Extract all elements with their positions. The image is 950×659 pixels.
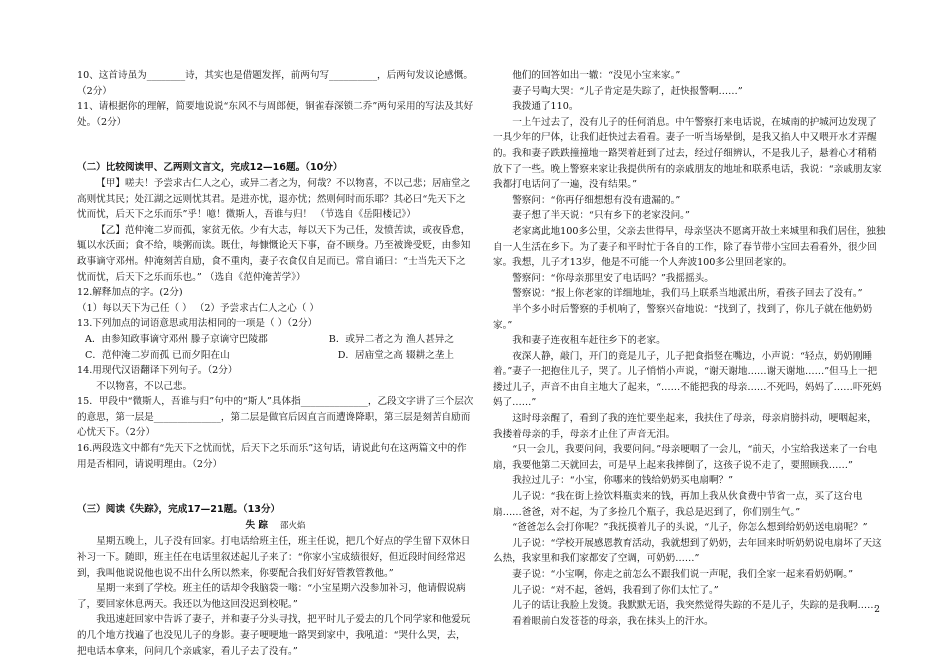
story-paragraph: 星期五晚上，儿子没有回家。打电话给班主任，班主任说，把几个好点的学生留下双休日补习一下。随即，班主任在电话里叙述起儿子来了：“你家小宝成绩很好，但近段时间经常迟到，我叫他说说他也说不出什么所以然来，你要配合我们好好管教管教他。” — [77, 536, 471, 579]
story-paragraph: 他们的回答如出一辙：“没见小宝来家。” — [512, 70, 681, 81]
question-12-items: （1）每以天下为己任（ ） （2）予尝求古仁人之心（ ） — [77, 302, 320, 314]
option-d: D．居庙堂之高 辍耕之垄上 — [337, 349, 454, 361]
story-paragraph: 妻子想了半天说：“只有乡下的老家没问。” — [512, 210, 690, 222]
passage-yi: 【乙】范仲淹二岁而孤，家贫无依。少有大志，每以天下为己任，发愤苦读，或夜昏怠，辄以水沃面；食不给，啖粥而读。既仕，每慷慨论天下事，奋不顾身。乃至被谗受贬，由参知政事谪守邓州。仲淹刻苦自励，食不重肉，妻子衣食仅自足而已。常自诵曰：“士当先天下之忧而忧，后天下之乐而乐也。” （选自《范仲淹苦学》） — [77, 224, 471, 283]
story-paragraph: 我迅速赶回家中告诉了妻子，并和妻子分头寻找，把平时儿子爱去的几个同学家和他爱玩的几个地方找遍了也没见儿子的身影。妻子哽哽地一路哭到家中，我吼道：“哭什么哭，去，把电话本拿来，问问几个亲戚家，看儿子去了没有。” — [77, 614, 471, 657]
story-paragraph: 妻子号啕大哭：“儿子肯定是失踪了，赶快报警啊……” — [512, 85, 743, 97]
page-number: 2 — [874, 605, 880, 615]
story-paragraph: 儿子说：“对不起，爸妈，我看到了你们太忙了。” — [512, 584, 719, 596]
question-13-options-row1 — [77, 332, 474, 348]
option-b: B．或异二者之为 渔人甚异之 — [328, 333, 454, 345]
story-paragraph: 我和妻子连夜租车赶往乡下的老家。 — [512, 335, 666, 347]
passage-jia: 【甲】嗟夫！予尝求古仁人之心，或异二者之为，何哉？不以物喜，不以己悲；居庙堂之高则忧其民；处江湖之远则忧其君。是进亦忧，退亦忧；然则何时而乐耶？其必曰“先天下之忧而忧，后天下之乐而乐”乎！噫！微斯人，吾谁与归！ （节选自《岳阳楼记》） — [77, 177, 471, 221]
story-paragraph: 看着眼前白发苍苍的母亲，我在抹头上的汗水。 — [512, 615, 714, 627]
right-column — [493, 68, 886, 629]
question-13: 13.下列加点的词语意思或用法相同的一项是（ ）（2分） — [77, 318, 318, 330]
story-paragraph: 一上午过去了，没有儿子的任何消息。中午警察打来电话说，在城南的护城河边发现了一具少年的尸体，让我们赶快过去看看。妻子一听当场晕倒，是我又掐人中又喂开水才弄醒的。我和妻子跌跌撞撞地一路哭着赶到了过去，经过仔细辨认，不是我儿子，悬着心才稍稍放下了一些。晚上警察来家让我提供所有的亲戚朋友的地址和联系电话，我说：“亲戚朋友家我都打电话问了一遍，没有结果。” — [493, 116, 882, 191]
story-author: 邵火焰 — [280, 520, 306, 531]
story-paragraph: 我拉过儿子：“小宝，你哪来的钱给奶奶买电扇啊？” — [512, 475, 734, 487]
story-paragraph: 半个多小时后警察的手机响了，警察兴奋地说：“找到了，找到了，你儿子就在他奶奶家。” — [493, 303, 873, 331]
question-11: 11、请根据你的理解，简要地说说“东风不与周郎便，铜雀春深锁二乔”两句采用的写法及其好处。（2分） — [77, 101, 474, 128]
section-3-title: （三）阅读《失踪》，完成17—21题。（13分） — [77, 504, 281, 516]
story-heading — [77, 518, 474, 535]
question-10: 10、这首诗虽为________诗，其实也是借题发挥，前两句写__________，后两句发议论感慨。（2分） — [77, 70, 473, 97]
section-2-title: （二）比较阅读甲、乙两则文言文，完成12—16题。（10分） — [77, 162, 343, 174]
story-paragraph: 我拨通了110。 — [512, 101, 579, 113]
question-13-options-row2 — [77, 348, 474, 364]
story-paragraph: 警察说：“报上你老家的详细地址，我们马上联系当地派出所，看孩子回去了没有。” — [512, 288, 863, 300]
story-paragraph: 妻子说：“小宝啊，你走之前怎么不跟我们说一声呢，我们全家一起来看奶奶啊。” — [512, 569, 853, 580]
question-16: 16.两段选文中都有“先天下之忧而忧，后天下之乐而乐”这句话，请说此句在这两篇文中的作用是否相同，请说明理由。（2分） — [77, 443, 467, 470]
story-paragraph: 老家离此地100多公里，父亲去世得早，母亲坚决不愿离开故土来城里和我们居住，独独自一人生活在乡下。为了妻子和平时忙于各自的工作，除了春节带小宝回去看看外，很少回家。我想，儿子才13岁，他是不可能一个人奔波100多公里回老家的。 — [493, 225, 886, 269]
question-14-sentence: 不以物喜，不以己悲。 — [96, 380, 193, 392]
story-paragraph: “只一会儿，我要问问，我要问问。”母亲哽咽了一会儿，“前天，小宝给我送来了一台电扇，我要他第二天就回去，可是早上起来我摔倒了，这孩子说不走了，要照顾我……” — [493, 444, 878, 471]
story-paragraph: 儿子说：“学校开展感恩教育活动，我就想到了奶奶，去年回来时听奶奶说电扇坏了天这么热，我家里和我们家都安了空调，可奶奶……” — [493, 537, 882, 565]
story-title: 失 踪 — [245, 519, 268, 531]
story-paragraph: 儿子的话让我脸上发烫。我默默无语，我突然觉得失踪的不是儿子，失踪的是我啊…… — [512, 600, 877, 612]
story-paragraph: 儿子说：“我在街上捡饮料瓶卖来的钱，再加上我从伙食费中节省一点，买了这台电扇……爸爸，对不起，为了多捡几个瓶子，我总是迟到了，你们别生气。” — [493, 491, 863, 518]
option-c: C．范仲淹二岁而孤 已而夕阳在山 — [85, 349, 230, 361]
story-paragraph: 夜深人静，敲门，开门的竟是儿子，儿子把食指竖在嘴边，小声说：“轻点，奶奶刚睡着。”妻子一把抱住儿子，哭了。儿子悄悄小声说，“谢天谢地……谢天谢地……”但马上一把搂过儿子，声音不由自主地大了起来，“……不能把我的母亲……不死吗，妈妈了……吓死妈妈了……” — [493, 350, 882, 409]
option-a: A．由参知政事谪守邓州 滕子京谪守巴陵郡 — [85, 333, 268, 345]
story-paragraph: 星期一来到了学校。班主任的话却令我脑袋一嗡：“小宝星期六没参加补习，他请假说病了，要回家休息两天。我还以为他这回没迟到校呢。” — [77, 583, 466, 610]
question-12: 12.解释加点的字。(2分) — [77, 287, 183, 299]
story-paragraph: 警察问：“你母亲那里安了电话吗？”我摇摇头。 — [512, 272, 714, 284]
question-15: 15．甲段中“微斯人，吾谁与归”句中的“斯人”具体指______________，乙段文字讲了三个层次的意思，第一层是______________，第二层是做官后因直言而遭谗降职，第三层是刻苦自励而心忧天下。（2分） — [77, 396, 474, 439]
left-column — [77, 68, 474, 659]
story-paragraph: 这时母亲醒了，看到了我的连忙要坐起来，我扶住了母亲，母亲肩膀抖动，哽咽起来，我搂着母亲的手，母亲才止住了声音无泪。 — [493, 413, 877, 440]
story-paragraph: 警察问：“你再仔细想想有没有遗漏的。” — [512, 194, 681, 206]
story-paragraph: “爸爸怎么会打你呢？”我抚摸着儿子的头说，“儿子，你怎么想到给奶奶送电扇呢？” — [512, 522, 868, 534]
question-14: 14.用现代汉语翻译下列句子。（2分） — [77, 365, 238, 377]
